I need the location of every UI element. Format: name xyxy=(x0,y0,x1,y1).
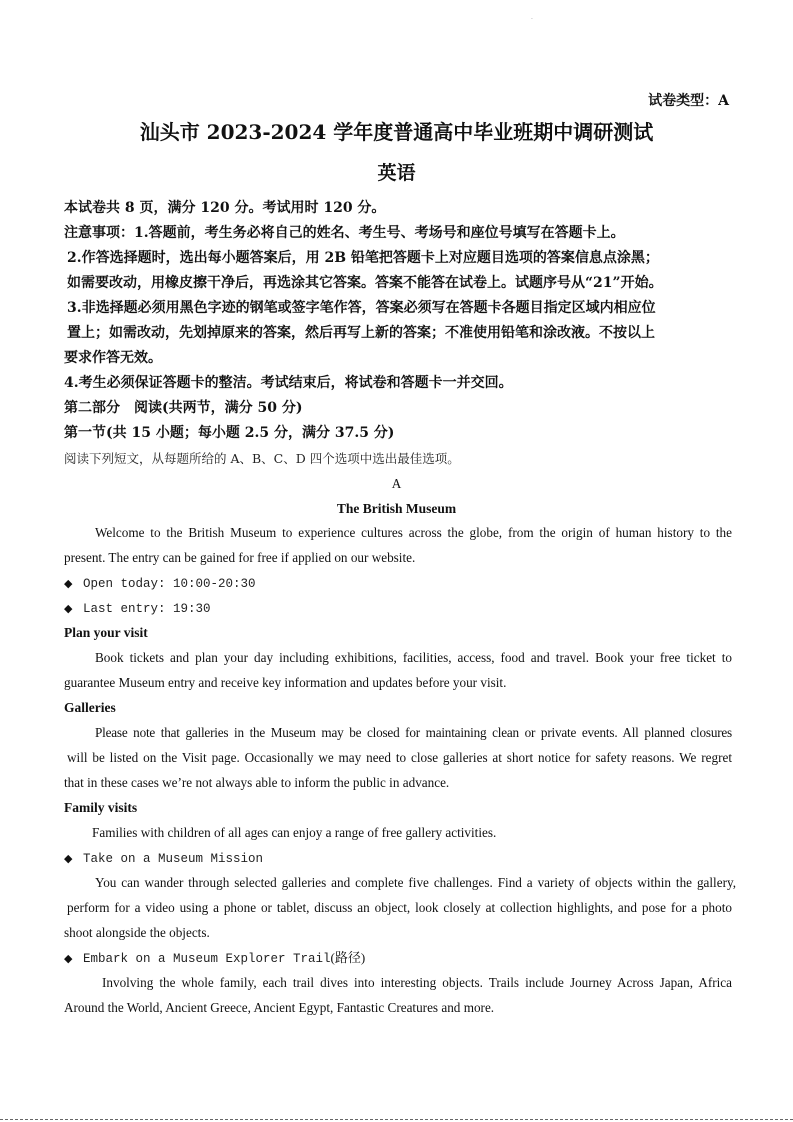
trail-note: (路径) xyxy=(330,950,366,965)
galleries-line-2: will be listed on the Visit page. Occasionally we may need to close galleries at short notice for safety reasons. We regret xyxy=(67,750,732,765)
mission-title: Take on a Museum Mission xyxy=(83,852,264,866)
mission-line-1: You can wander through selected galleries and complete five challenges. Find a variety of objects within the gallery, xyxy=(95,875,736,890)
intro-line-1: Welcome to the British Museum to experience cultures across the globe, from the origin of human history to the xyxy=(95,525,732,540)
instruction-line-8: 4.考生必须保证答题卡的整洁。考试结束后，将试卷和答题卡一并交回。 xyxy=(64,375,513,391)
open-today-item xyxy=(64,570,256,597)
instruction-line-2: 注意事项：1.答题前，考生务必将自己的姓名、考生号、考场号和座位号填写在答题卡上。 xyxy=(64,225,625,241)
last-entry-text: Last entry: 19:30 xyxy=(83,602,211,616)
plan-line-1: Book tickets and plan your day including exhibitions, facilities, access, food and travel. Book your free ticket to xyxy=(95,650,732,665)
instruction-line-7: 要求作答无效。 xyxy=(64,350,162,366)
mission-item xyxy=(64,845,263,872)
scan-dot: . xyxy=(531,14,533,21)
subject-title: 英语 xyxy=(377,162,416,184)
galleries-line-3: that in these cases we’re not always able to inform the public in advance. xyxy=(64,775,450,790)
passage-title: The British Museum xyxy=(336,501,457,516)
intro-line-2: present. The entry can be gained for free if applied on our website. xyxy=(64,550,416,565)
instruction-line-6: 置上；如需改动，先划掉原来的答案，然后再写上新的答案；不准使用铅笔和涂改液。不按以上 xyxy=(67,325,655,341)
open-today-text: Open today: 10:00-20:30 xyxy=(83,577,256,591)
section-directions: 阅读下列短文，从每题所给的 A、B、C、D 四个选项中选出最佳选项。 xyxy=(64,451,460,466)
section-part-heading: 第二部分 阅读(共两节，满分 50 分) xyxy=(64,400,303,416)
trail-item xyxy=(64,945,365,972)
passage-label: A xyxy=(391,476,402,491)
page-bottom-divider xyxy=(0,1119,793,1120)
instruction-line-4: 如需要改动，用橡皮擦干净后，再选涂其它答案。答案不能答在试卷上。试题序号从“21”开始。 xyxy=(67,275,663,291)
diamond-bullet-icon: ◆ xyxy=(64,602,73,615)
instruction-line-3: 2.作答选择题时，选出每小题答案后，用 2B 铅笔把答题卡上对应题目选项的答案信息点涂黑； xyxy=(67,250,659,266)
galleries-line-1: Please note that galleries in the Museum may be closed for maintaining clean or private events. All planned closures xyxy=(95,725,732,740)
instruction-line-5: 3.非选择题必须用黑色字迹的钢笔或签字笔作答，答案必须写在答题卡各题目指定区域内相应位 xyxy=(67,300,656,316)
section-sub-heading: 第一节(共 15 小题；每小题 2.5 分，满分 37.5 分) xyxy=(64,425,395,441)
galleries-heading: Galleries xyxy=(64,700,116,715)
exam-title: 汕头市 2023-2024 学年度普通高中毕业班期中调研测试 xyxy=(139,120,654,144)
trail-title: Embark on a Museum Explorer Trail xyxy=(83,952,331,966)
trail-line-1: Involving the whole family, each trail dives into interesting objects. Trails include Journey Across Japan, Africa xyxy=(102,975,732,990)
instruction-line-1: 本试卷共 8 页，满分 120 分。考试用时 120 分。 xyxy=(64,200,386,216)
family-heading: Family visits xyxy=(64,800,138,815)
mission-line-2: perform for a video using a phone or tablet, discuss an object, look closely at collection highlights, and pose for a photo xyxy=(67,900,732,915)
diamond-bullet-icon: ◆ xyxy=(64,577,73,590)
plan-line-2: guarantee Museum entry and receive key information and updates before your visit. xyxy=(64,675,507,690)
family-intro: Families with children of all ages can enjoy a range of free gallery activities. xyxy=(92,825,497,840)
plan-heading: Plan your visit xyxy=(64,625,148,640)
paper-type-label: 试卷类型：A xyxy=(648,93,729,109)
diamond-bullet-icon: ◆ xyxy=(64,952,73,965)
last-entry-item xyxy=(64,595,211,622)
mission-line-3: shoot alongside the objects. xyxy=(64,925,210,940)
trail-line-2: Around the World, Ancient Greece, Ancient Egypt, Fantastic Creatures and more. xyxy=(64,1000,495,1015)
diamond-bullet-icon: ◆ xyxy=(64,852,73,865)
